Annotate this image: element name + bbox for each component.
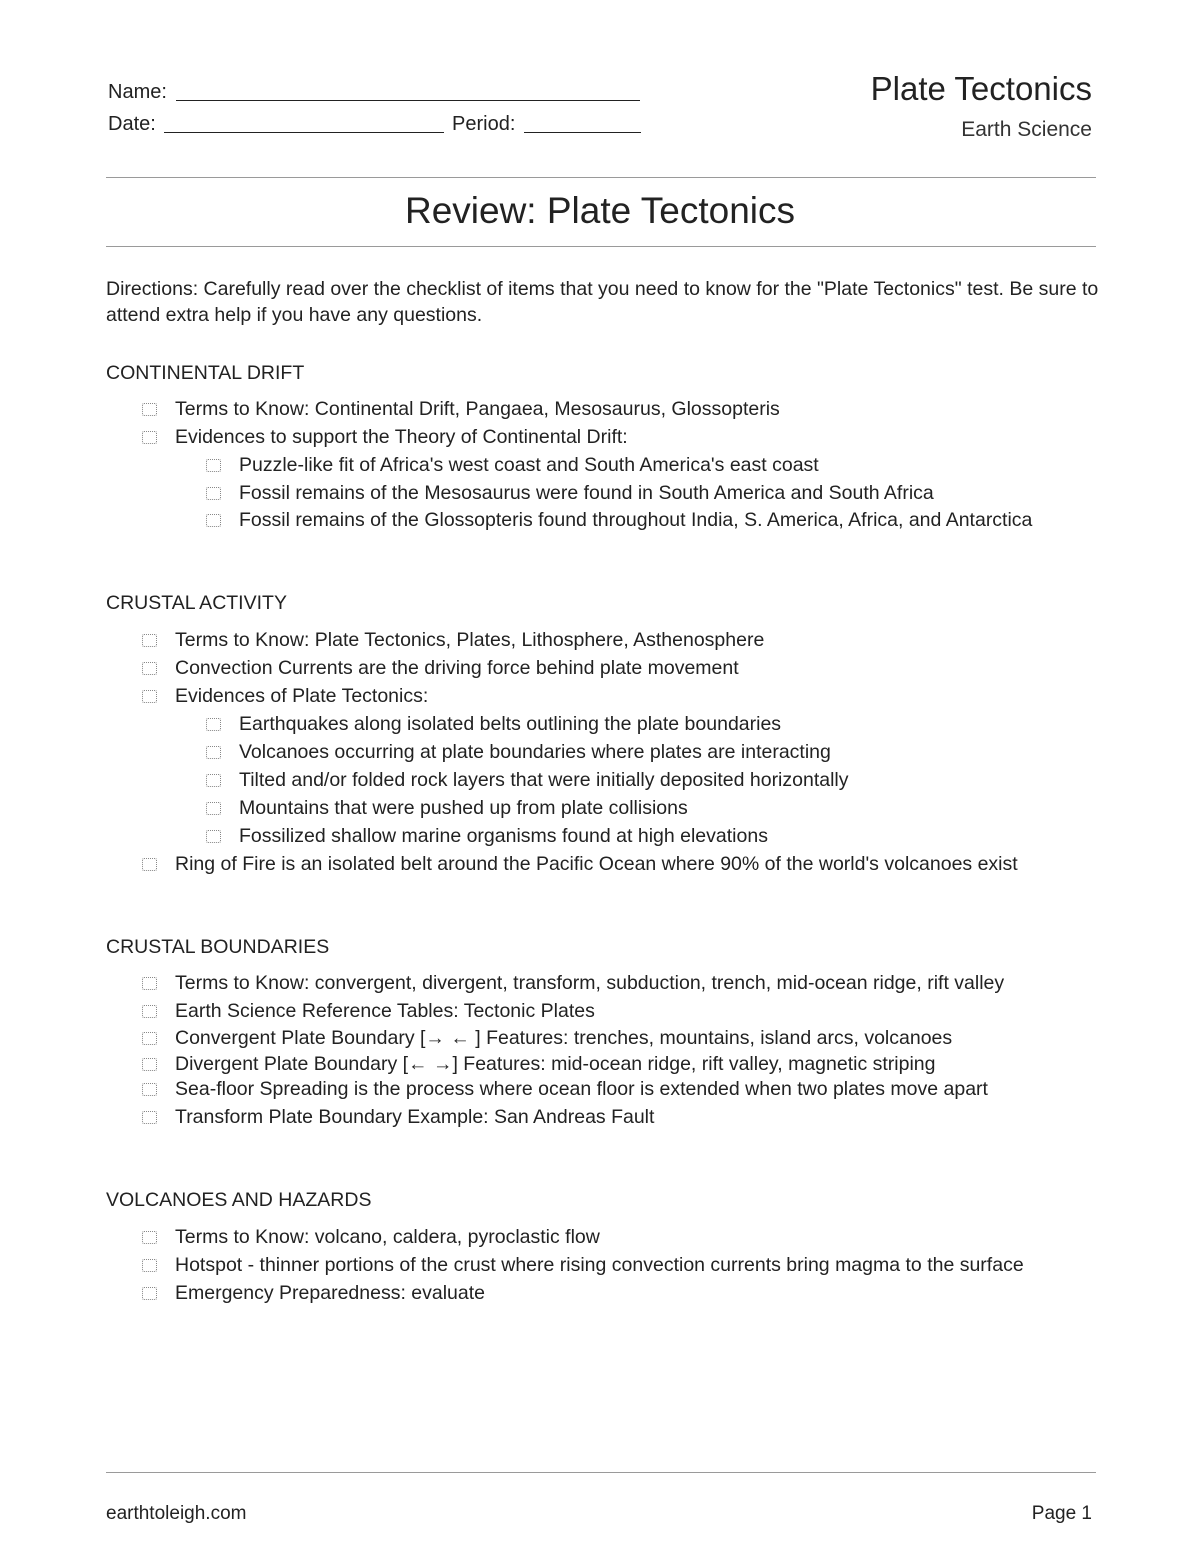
checklist-item: Ring of Fire is an isolated belt around the Pacific Ocean where 90% of the world's volcanoes exist	[142, 853, 1018, 876]
checklist-item: Terms to Know: Plate Tectonics, Plates, Lithosphere, Asthenosphere	[142, 629, 764, 652]
checklist-item: Sea-floor Spreading is the process where ocean floor is extended when two plates move apart	[142, 1078, 988, 1101]
checkbox[interactable]	[142, 431, 157, 444]
checkbox[interactable]	[142, 1083, 157, 1096]
page-number: Page 1	[1031, 1503, 1092, 1524]
checkbox[interactable]	[142, 403, 157, 416]
checkbox[interactable]	[206, 802, 221, 815]
title-divider	[106, 246, 1096, 247]
course-name: Earth Science	[961, 118, 1092, 141]
checkbox[interactable]	[142, 1058, 157, 1071]
checklist-item: Terms to Know: convergent, divergent, transform, subduction, trench, mid-ocean ridge, rift valley	[142, 972, 1004, 995]
checklist-subitem: Volcanoes occurring at plate boundaries where plates are interacting	[206, 741, 831, 764]
checkbox[interactable]	[142, 1005, 157, 1018]
checklist-subitem: Puzzle-like fit of Africa's west coast and South America's east coast	[206, 454, 819, 477]
directions-text: Directions: Carefully read over the checklist of items that you need to know for the "Plate Tectonics" test. Be sure to attend extra help if you have any questions.	[106, 278, 1099, 326]
checklist-subitem: Fossilized shallow marine organisms found at high elevations	[206, 825, 768, 848]
period-field[interactable]	[524, 132, 641, 133]
checkbox[interactable]	[206, 746, 221, 759]
period-label: Period:	[452, 113, 516, 135]
checkbox[interactable]	[206, 718, 221, 731]
checklist-item: Evidences to support the Theory of Continental Drift:	[142, 426, 628, 449]
checklist-item: Terms to Know: volcano, caldera, pyroclastic flow	[142, 1226, 600, 1249]
checkbox[interactable]	[142, 1032, 157, 1045]
footer-site[interactable]: earthtoleigh.com	[106, 1503, 247, 1524]
checkbox[interactable]	[142, 634, 157, 647]
checklist-item: Evidences of Plate Tectonics:	[142, 685, 428, 708]
checkbox[interactable]	[142, 662, 157, 675]
checklist-item: Emergency Preparedness: evaluate	[142, 1282, 485, 1305]
checkbox[interactable]	[142, 690, 157, 703]
checklist-item: Terms to Know: Continental Drift, Pangaea, Mesosaurus, Glossopteris	[142, 398, 780, 421]
page-title: Review: Plate Tectonics	[404, 190, 796, 231]
date-label: Date:	[108, 113, 156, 135]
checklist-item: Convection Currents are the driving force behind plate movement	[142, 657, 739, 680]
checklist-subitem: Earthquakes along isolated belts outlining the plate boundaries	[206, 713, 781, 736]
checkbox[interactable]	[206, 459, 221, 472]
name-label: Name:	[108, 81, 167, 103]
checkbox[interactable]	[206, 774, 221, 787]
checkbox[interactable]	[142, 1111, 157, 1124]
checkbox[interactable]	[142, 1259, 157, 1272]
checkbox[interactable]	[206, 514, 221, 527]
checklist-subitem: Mountains that were pushed up from plate collisions	[206, 797, 688, 820]
checklist-item: Convergent Plate Boundary [→ ← ] Features: trenches, mountains, island arcs, volcanoes	[142, 1027, 952, 1050]
checklist-item: Hotspot - thinner portions of the crust where rising convection currents bring magma to the surface	[142, 1254, 1024, 1277]
checkbox[interactable]	[142, 977, 157, 990]
checklist-item: Divergent Plate Boundary [← →] Features: mid-ocean ridge, rift valley, magnetic striping	[142, 1053, 935, 1076]
checkbox[interactable]	[206, 830, 221, 843]
name-field[interactable]	[176, 100, 640, 101]
checklist-subitem: Fossil remains of the Mesosaurus were found in South America and South Africa	[206, 482, 934, 505]
checklist-subitem: Fossil remains of the Glossopteris found throughout India, S. America, Africa, and Antarctica	[206, 509, 1032, 532]
footer-divider	[106, 1472, 1096, 1473]
section-heading-crustal-activity: CRUSTAL ACTIVITY	[106, 592, 287, 614]
subject-title: Plate Tectonics	[870, 70, 1092, 107]
checkbox[interactable]	[142, 1231, 157, 1244]
checkbox[interactable]	[142, 858, 157, 871]
section-heading-continental-drift: CONTINENTAL DRIFT	[106, 362, 305, 384]
checkbox[interactable]	[206, 487, 221, 500]
section-heading-volcanoes-hazards: VOLCANOES AND HAZARDS	[106, 1189, 372, 1211]
checkbox[interactable]	[142, 1287, 157, 1300]
checklist-item: Transform Plate Boundary Example: San Andreas Fault	[142, 1106, 654, 1129]
date-field[interactable]	[164, 132, 444, 133]
section-heading-crustal-boundaries: CRUSTAL BOUNDARIES	[106, 936, 330, 958]
top-divider	[106, 177, 1096, 178]
checklist-subitem: Tilted and/or folded rock layers that were initially deposited horizontally	[206, 769, 849, 792]
checklist-item: Earth Science Reference Tables: Tectonic Plates	[142, 1000, 595, 1023]
